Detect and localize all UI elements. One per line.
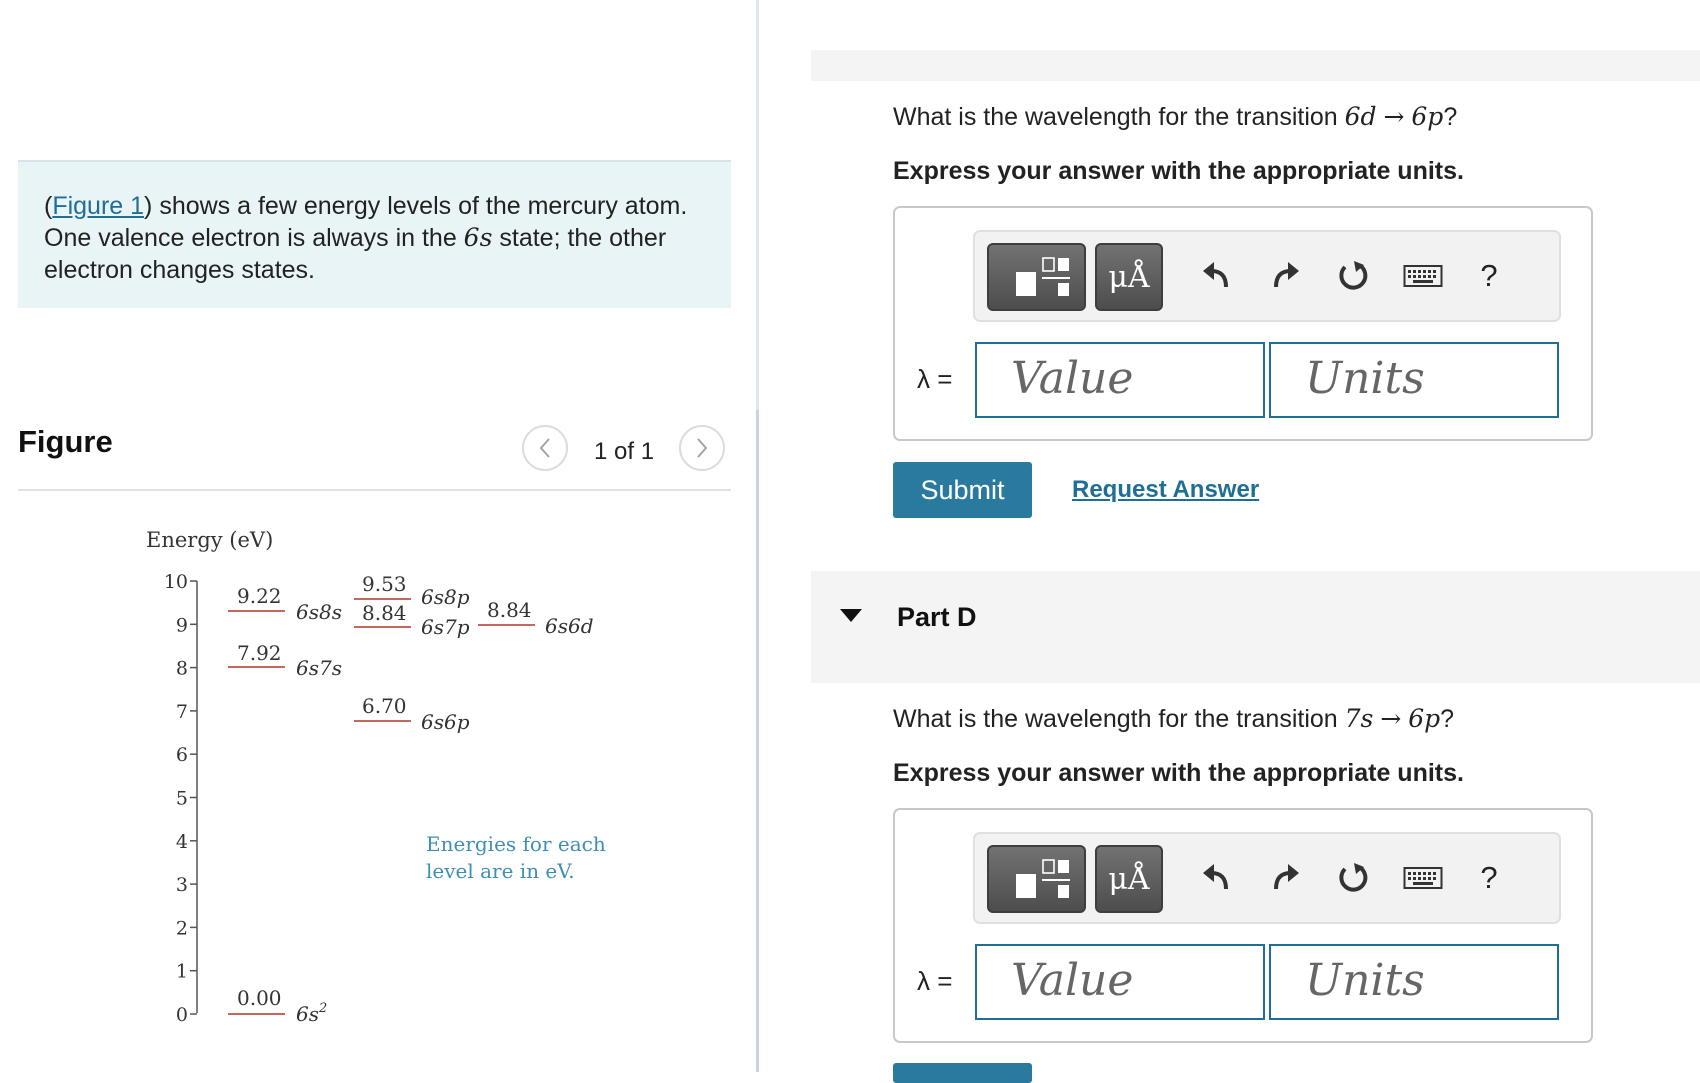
part-d-answer-box [893,808,1593,1043]
undo-icon [1200,861,1234,895]
redo-icon [1268,259,1302,293]
chevron-right-icon [695,437,709,459]
axis-tick-label: 2 [175,917,188,940]
axis-tick-label: 7 [175,700,188,723]
submit-button[interactable]: Submit [893,462,1032,518]
templates-button[interactable] [987,243,1086,311]
state-6s: 6s [463,223,493,252]
level-energy: 8.84 [362,601,407,625]
figure-divider [18,489,731,491]
lambda-label: λ = [917,364,953,394]
redo-icon [1268,861,1302,895]
reset-button[interactable] [1329,252,1377,300]
lambda-label: λ = [917,966,953,996]
figure-link[interactable]: Figure 1 [52,192,145,220]
help-button[interactable]: ? [1480,258,1498,293]
part-c-answer-box [893,206,1593,441]
part-d-instruction: Express your answer with the appropriate units. [893,759,1464,787]
level-name: 6s8s [296,600,342,624]
answer-pane [759,0,1700,1072]
figure-heading: Figure [18,424,113,459]
value-input[interactable]: Value [975,342,1265,418]
level-name: 6s6p [421,710,470,734]
level-name: $6s^2$ [296,1001,328,1026]
level-energy: 8.84 [487,598,532,622]
keyboard-button[interactable] [1399,854,1447,902]
level-name: 6s8p [421,585,470,609]
undo-icon [1200,259,1234,293]
diagram-note-line-2: level are in eV. [426,859,575,883]
part-d-submit-button[interactable] [893,1063,1032,1083]
value-input[interactable]: Value [975,944,1265,1020]
fraction-template-icon [1002,852,1072,906]
level-energy: 9.22 [237,584,282,608]
axis-tick-label: 6 [175,744,188,767]
level-energy: 9.53 [362,572,407,596]
units-input[interactable]: Units [1269,342,1559,418]
problem-statement: (Figure 1) shows a few energy levels of the mercury atom. One valence electron is always in the 6s state; the other electron changes states. [18,160,731,308]
undo-button[interactable] [1193,252,1241,300]
caret-down-icon[interactable] [840,609,862,622]
part-d-question: What is the wavelength for the transition 7s → 6p? [893,704,1455,733]
math-toolbar [973,230,1561,322]
level-name: 6s6d [545,614,594,638]
part-d-title: Part D [897,602,977,632]
units-button[interactable]: μÅ [1095,845,1163,913]
level-name: 6s7s [296,656,342,680]
problem-pane [0,0,756,1072]
axis-tick-label: 4 [175,830,188,853]
axis-label: Energy (eV) [146,528,274,552]
reset-icon [1335,860,1371,896]
units-button[interactable]: μÅ [1095,243,1163,311]
reset-button[interactable] [1329,854,1377,902]
axis-tick-label: 1 [175,960,188,983]
request-answer-link[interactable]: Request Answer [1072,476,1260,503]
level-name: 6s7p [421,615,470,639]
figure-page-count: 1 of 1 [594,438,655,465]
templates-button[interactable] [987,845,1086,913]
fraction-template-icon [1002,250,1072,304]
keyboard-icon [1403,263,1443,289]
axis-tick-label: 0 [175,1004,188,1026]
redo-button[interactable] [1261,252,1309,300]
keyboard-button[interactable] [1399,252,1447,300]
level-energy: 6.70 [362,694,407,718]
part-c-header-band [811,50,1700,81]
units-input[interactable]: Units [1269,944,1559,1020]
axis-tick-label: 3 [175,874,188,897]
axis-tick-label: 10 [163,571,188,593]
chevron-left-icon [538,437,552,459]
axis-tick-label: 5 [175,787,188,810]
math-toolbar [973,832,1561,924]
next-figure-button[interactable] [679,425,725,471]
reset-icon [1335,258,1371,294]
axis-tick-label: 9 [175,614,188,637]
part-c-question: What is the wavelength for the transition 6d → 6p? [893,102,1458,131]
axis-tick-label: 8 [175,657,188,680]
prev-figure-button[interactable] [522,425,568,471]
redo-button[interactable] [1261,854,1309,902]
undo-button[interactable] [1193,854,1241,902]
help-button[interactable]: ? [1480,860,1498,895]
energy-level-diagram [130,520,630,1040]
keyboard-icon [1403,865,1443,891]
level-energy: 7.92 [237,641,282,665]
part-c-instruction: Express your answer with the appropriate units. [893,157,1464,185]
level-energy: 0.00 [237,986,282,1010]
diagram-note-line-1: Energies for each [426,832,606,856]
